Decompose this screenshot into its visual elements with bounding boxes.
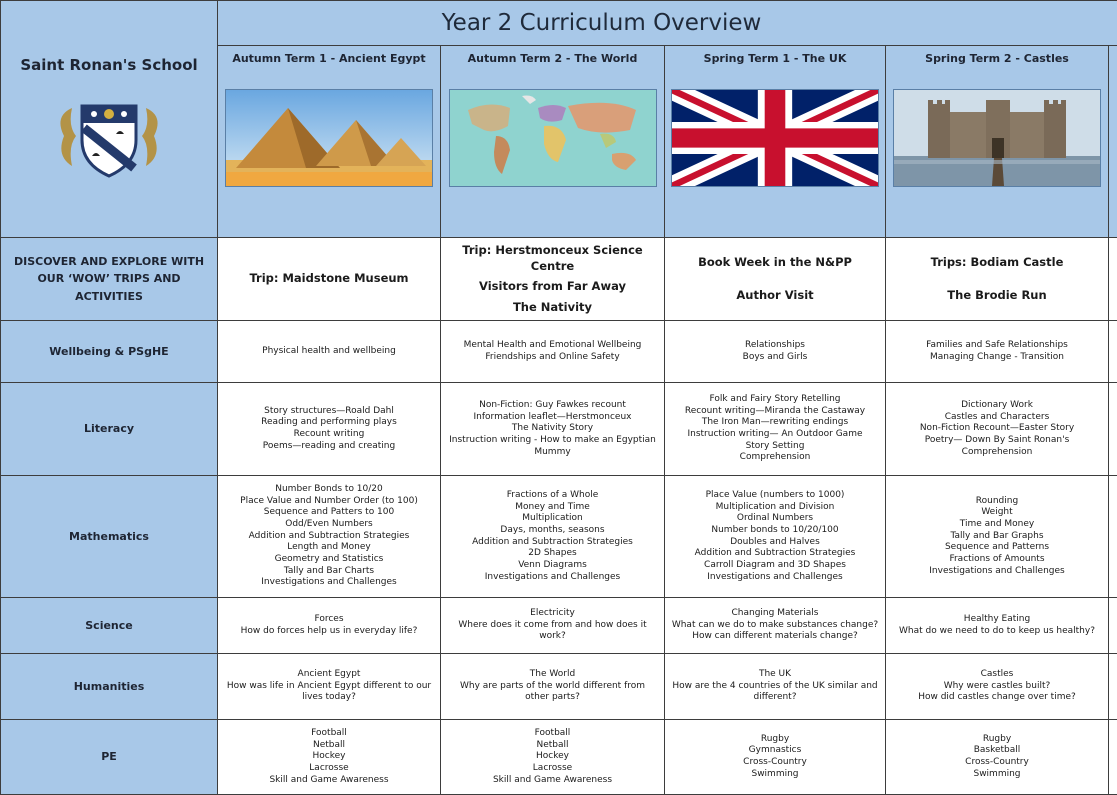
cell-line: Number Bonds to 10/20: [221, 484, 437, 496]
overflow-column: [1109, 383, 1117, 476]
cell-line: Odd/Even Numbers: [221, 519, 437, 531]
cell-line: Trip: Maidstone Museum: [221, 271, 437, 287]
overflow-column: [1109, 238, 1117, 321]
overflow-column: [1109, 321, 1117, 383]
overflow-column: [1109, 476, 1117, 598]
term-autumn-1: [218, 46, 441, 238]
wellbeing-cell: [665, 321, 886, 383]
cell-line: Forces: [221, 614, 437, 626]
world-map-image: [449, 89, 657, 187]
wellbeing-cell: [441, 321, 665, 383]
cell-line: Mummy: [444, 447, 661, 459]
cell-line: Story Setting: [668, 441, 882, 453]
cell-line: Folk and Fairy Story Retelling: [668, 394, 882, 406]
cell-line: Why are parts of the world different from: [444, 681, 661, 693]
cell-line: How did castles change over time?: [889, 692, 1105, 704]
cell-line: Gymnastics: [668, 745, 882, 757]
cell-line: Instruction writing - How to make an Egyptian: [444, 435, 661, 447]
cell-line: Lacrosse: [444, 763, 661, 775]
cell-line: Electricity: [444, 608, 661, 620]
row-label-humanities: Humanities: [1, 654, 218, 720]
humanities-cell: [218, 654, 441, 720]
cell-line: Recount writing: [221, 429, 437, 441]
cell-line: Investigations and Challenges: [889, 566, 1105, 578]
cell-line: Physical health and wellbeing: [221, 346, 437, 358]
cell-line: How are the 4 countries of the UK similar and: [668, 681, 882, 693]
row-label-pe: PE: [1, 720, 218, 795]
trips-cell: [441, 238, 665, 321]
humanities-cell: [441, 654, 665, 720]
cell-line: Multiplication: [444, 513, 661, 525]
cell-line: Basketball: [889, 745, 1105, 757]
cell-line: Non-Fiction Recount—Easter Story: [889, 423, 1105, 435]
cell-line: Book Week in the N&PP: [668, 255, 882, 271]
term-title: Spring Term 2 - Castles: [889, 52, 1105, 65]
row-label-science: Science: [1, 598, 218, 654]
cell-line: Fractions of Amounts: [889, 554, 1105, 566]
term-autumn-2: [441, 46, 665, 238]
pe-cell: [218, 720, 441, 795]
cell-line: Lacrosse: [221, 763, 437, 775]
school-header-cell: [1, 1, 218, 238]
term-title: Autumn Term 1 - Ancient Egypt: [221, 52, 437, 65]
literacy-cell: [218, 383, 441, 476]
cell-line: Trips: Bodiam Castle: [889, 255, 1105, 271]
cell-line: Carroll Diagram and 3D Shapes: [668, 560, 882, 572]
cell-line: Football: [221, 728, 437, 740]
maths-cell: [665, 476, 886, 598]
maths-cell: [886, 476, 1109, 598]
cell-line: Hockey: [444, 751, 661, 763]
term-title: Spring Term 1 - The UK: [668, 52, 882, 65]
cell-line: Information leaflet—Herstmonceux: [444, 412, 661, 424]
cell-line: The Nativity Story: [444, 423, 661, 435]
cell-line: Why were castles built?: [889, 681, 1105, 693]
cell-line: Story structures—Roald Dahl: [221, 406, 437, 418]
page-title: Year 2 Curriculum Overview: [442, 10, 762, 36]
cell-line: Time and Money: [889, 519, 1105, 531]
cell-line: Castles: [889, 669, 1105, 681]
term-spring-1: [665, 46, 886, 238]
humanities-cell: [665, 654, 886, 720]
cell-line: What can we do to make substances change?: [668, 620, 882, 632]
cell-line: Poems—reading and creating: [221, 441, 437, 453]
row-label-trips: [1, 238, 218, 321]
union-flag-image: [671, 89, 879, 187]
cell-line: Managing Change - Transition: [889, 352, 1105, 364]
cell-line: work?: [444, 631, 661, 643]
cell-line: The Brodie Run: [889, 288, 1105, 304]
school-name: Saint Ronan's School: [4, 56, 214, 74]
cell-line: How do forces help us in everyday life?: [221, 626, 437, 638]
cell-line: Healthy Eating: [889, 614, 1105, 626]
cell-line: Reading and performing plays: [221, 417, 437, 429]
row-label-line: DISCOVER AND EXPLORE WITH: [4, 253, 214, 271]
row-label-literacy: Literacy: [1, 383, 218, 476]
cell-line: Investigations and Challenges: [668, 572, 882, 584]
science-cell: [886, 598, 1109, 654]
cell-line: Ordinal Numbers: [668, 513, 882, 525]
cell-line: Comprehension: [889, 447, 1105, 459]
cell-line: What do we need to do to keep us healthy?: [889, 626, 1105, 638]
cell-line: Weight: [889, 507, 1105, 519]
science-cell: [441, 598, 665, 654]
pyramids-image: [225, 89, 433, 187]
cell-line: different?: [668, 692, 882, 704]
cell-line: Sequence and Patters to 100: [221, 507, 437, 519]
humanities-cell: [886, 654, 1109, 720]
cell-line: Rugby: [889, 734, 1105, 746]
cell-line: How can different materials change?: [668, 631, 882, 643]
trips-cell: [218, 238, 441, 321]
cell-line: Venn Diagrams: [444, 560, 661, 572]
school-crest-icon: [54, 96, 164, 182]
cell-line: Investigations and Challenges: [221, 577, 437, 589]
cell-line: Instruction writing— An Outdoor Game: [668, 429, 882, 441]
cell-line: Addition and Subtraction Strategies: [221, 531, 437, 543]
cell-line: Cross-Country: [668, 757, 882, 769]
cell-line: Author Visit: [668, 288, 882, 304]
cell-line: 2D Shapes: [444, 548, 661, 560]
pe-cell: [441, 720, 665, 795]
cell-line: Swimming: [668, 769, 882, 781]
cell-line: Families and Safe Relationships: [889, 340, 1105, 352]
row-label-maths: Mathematics: [1, 476, 218, 598]
maths-cell: [218, 476, 441, 598]
trips-cell: [886, 238, 1109, 321]
cell-line: Netball: [444, 740, 661, 752]
trips-cell: [665, 238, 886, 321]
pe-cell: [665, 720, 886, 795]
cell-line: Mental Health and Emotional Wellbeing: [444, 340, 661, 352]
cell-line: Skill and Game Awareness: [444, 775, 661, 787]
wellbeing-cell: [886, 321, 1109, 383]
cell-line: Visitors from Far Away: [444, 279, 661, 295]
cell-line: Place Value and Number Order (to 100): [221, 496, 437, 508]
maths-cell: [441, 476, 665, 598]
cell-line: How was life in Ancient Egypt different to our: [221, 681, 437, 693]
cell-line: Geometry and Statistics: [221, 554, 437, 566]
cell-line: Length and Money: [221, 542, 437, 554]
title-cell: [218, 1, 1117, 46]
cell-line: Tally and Bar Charts: [221, 566, 437, 578]
cell-line: Boys and Girls: [668, 352, 882, 364]
cell-line: Addition and Subtraction Strategies: [668, 548, 882, 560]
cell-line: Fractions of a Whole: [444, 490, 661, 502]
cell-line: Trip: Herstmonceux Science Centre: [444, 243, 661, 274]
overflow-column: [1109, 598, 1117, 654]
cell-line: Days, months, seasons: [444, 525, 661, 537]
cell-line: lives today?: [221, 692, 437, 704]
cell-line: The Nativity: [444, 300, 661, 316]
literacy-cell: [886, 383, 1109, 476]
cell-line: Addition and Subtraction Strategies: [444, 537, 661, 549]
cell-line: Cross-Country: [889, 757, 1105, 769]
cell-line: Hockey: [221, 751, 437, 763]
literacy-cell: [665, 383, 886, 476]
cell-line: Tally and Bar Graphs: [889, 531, 1105, 543]
science-cell: [665, 598, 886, 654]
overflow-column: [1109, 720, 1117, 795]
cell-line: Friendships and Online Safety: [444, 352, 661, 364]
term-title: Autumn Term 2 - The World: [444, 52, 661, 65]
row-label-wellbeing: Wellbeing & PSgHE: [1, 321, 218, 383]
science-cell: [218, 598, 441, 654]
wellbeing-cell: [218, 321, 441, 383]
cell-line: Castles and Characters: [889, 412, 1105, 424]
cell-line: Football: [444, 728, 661, 740]
overflow-column: [1109, 654, 1117, 720]
term-spring-2: [886, 46, 1109, 238]
cell-line: other parts?: [444, 692, 661, 704]
literacy-cell: [441, 383, 665, 476]
cell-line: Recount writing—Miranda the Castaway: [668, 406, 882, 418]
cell-line: Swimming: [889, 769, 1105, 781]
cell-line: The UK: [668, 669, 882, 681]
cell-line: Ancient Egypt: [221, 669, 437, 681]
cell-line: The Iron Man—rewriting endings: [668, 417, 882, 429]
cell-line: Netball: [221, 740, 437, 752]
cell-line: Changing Materials: [668, 608, 882, 620]
row-label-line: OUR ‘WOW’ TRIPS AND ACTIVITIES: [4, 270, 214, 305]
cell-line: Where does it come from and how does it: [444, 620, 661, 632]
cell-line: Place Value (numbers to 1000): [668, 490, 882, 502]
cell-line: Multiplication and Division: [668, 502, 882, 514]
cell-line: Doubles and Halves: [668, 537, 882, 549]
cell-line: Skill and Game Awareness: [221, 775, 437, 787]
cell-line: Rugby: [668, 734, 882, 746]
castle-image: [893, 89, 1101, 187]
cell-line: Number bonds to 10/20/100: [668, 525, 882, 537]
cell-line: Sequence and Patterns: [889, 542, 1105, 554]
cell-line: Poetry— Down By Saint Ronan's: [889, 435, 1105, 447]
pe-cell: [886, 720, 1109, 795]
cell-line: Money and Time: [444, 502, 661, 514]
cell-line: Dictionary Work: [889, 400, 1105, 412]
overflow-column: [1109, 46, 1117, 238]
cell-line: Relationships: [668, 340, 882, 352]
cell-line: Non-Fiction: Guy Fawkes recount: [444, 400, 661, 412]
cell-line: The World: [444, 669, 661, 681]
cell-line: Rounding: [889, 496, 1105, 508]
cell-line: Comprehension: [668, 452, 882, 464]
cell-line: Investigations and Challenges: [444, 572, 661, 584]
